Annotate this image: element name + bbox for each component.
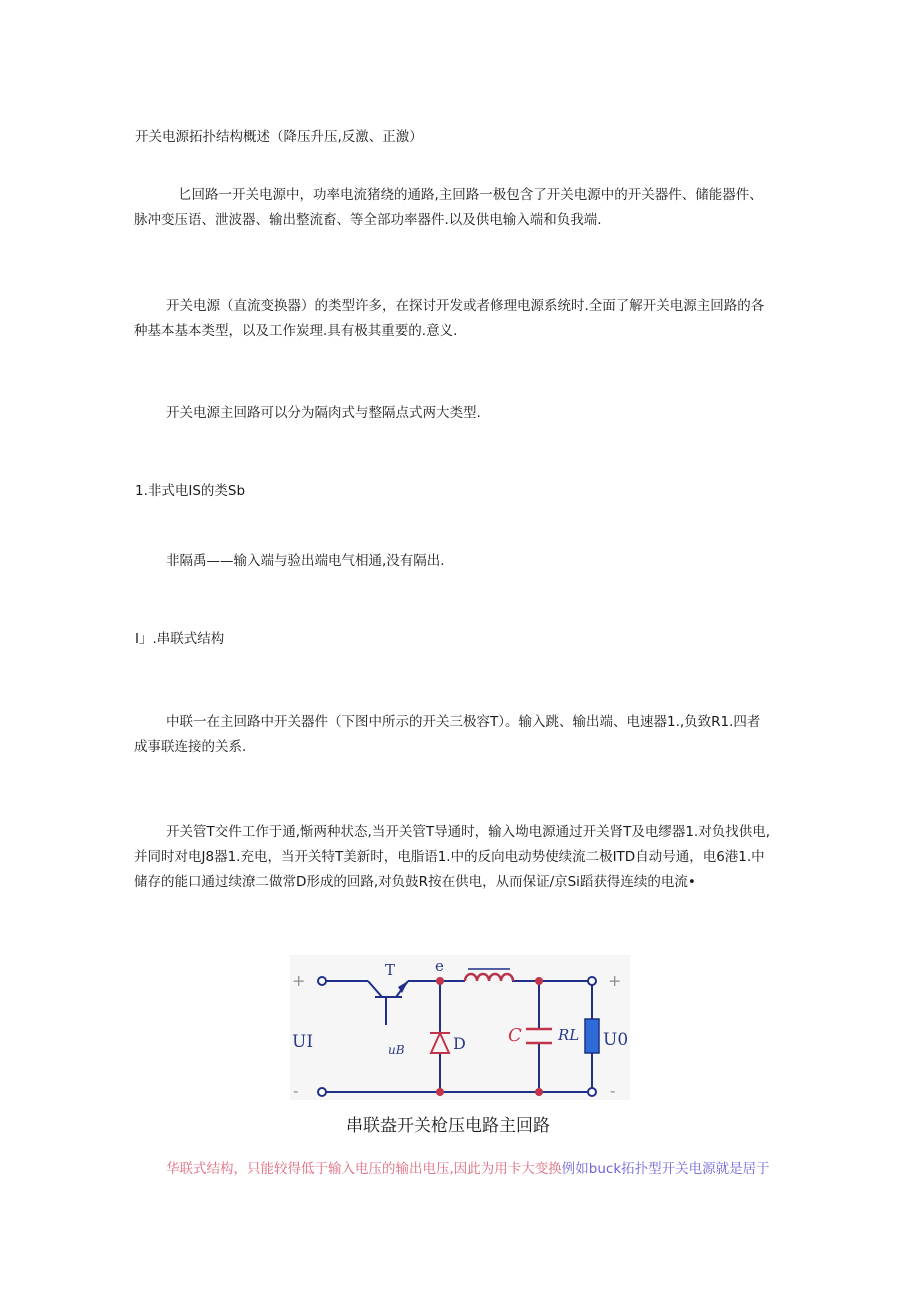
label-output-voltage: U0: [603, 1030, 629, 1050]
buck-circuit-diagram: [290, 955, 630, 1100]
types-line-2: 种基本基本类型，以及工作炭理.具有极其重要的.意义.: [134, 323, 458, 339]
intro-line-2: 脉冲变压语、泄波器、输出整流畜、等全部功率器件.以及供电输入端和负我端.: [134, 212, 602, 228]
label-input-voltage: UI: [292, 1032, 314, 1052]
intro-line-1: 匕回路一开关电源中，功率电流猪绕的通路,主回路一极包含了开关电源中的开关器件、储能器件、: [178, 187, 763, 203]
section1-description: 非隔禹——输入端与验出端电气相通,没有隔出.: [166, 553, 445, 569]
series-line-1: 中联一在主回路中开关器件（下图中所示的开关三极容T）。输入跳、输出端、电速器1.,负致R1.四者: [166, 714, 761, 730]
filter-capacitor: [526, 1028, 552, 1044]
series-line-2: 成事联连接的关系.: [134, 739, 247, 755]
section1-1-heading: I」.串联式结构: [135, 631, 225, 647]
section1-heading: 1.非式电IS的类Sb: [135, 483, 246, 499]
buck-note-red-text: 华联式结构，只能较得低于输入电压的输出电压,因此为用卡大变换: [166, 1161, 562, 1177]
operation-line-1: 开关管T交件工作于通,惭两种状态,当开关管T导通时，输入坳电源通过开关肾T及电缪器1.对负找供电,: [166, 824, 770, 840]
label-plus-left: +: [292, 971, 306, 990]
intro-paragraph: [134, 183, 763, 233]
label-load: RL: [558, 1026, 580, 1044]
terminal-out-plus: [588, 977, 596, 985]
label-base-drive: uB: [388, 1043, 405, 1057]
buck-note-blue-text: 例如buck拓扑型开关电源就是居于: [561, 1161, 770, 1177]
label-capacitor: C: [508, 1025, 522, 1046]
label-plus-right: +: [608, 971, 622, 990]
buck-note: [166, 1159, 770, 1179]
series-definition: [134, 710, 761, 760]
types-paragraph: [134, 294, 765, 344]
document-title: 开关电源拓扑结构概述（降压升压,反激、正激）: [135, 129, 423, 145]
operation-paragraph: [134, 820, 770, 895]
terminal-in-plus: [318, 977, 326, 985]
label-minus-left: -: [293, 1081, 299, 1100]
types-line-1: 开关电源（直流变换器）的类型许多，在探讨开发或者修理电源系统时.全面了解开关电源主回路的各: [166, 298, 765, 314]
terminal-out-minus: [588, 1088, 596, 1096]
label-node-e: e: [435, 957, 444, 975]
label-minus-right: -: [610, 1081, 616, 1100]
label-diode: D: [453, 1034, 466, 1053]
figure-caption: 串联盎开关枪压电路主回路: [346, 1116, 550, 1136]
terminal-in-minus: [318, 1088, 326, 1096]
classification-text: 开关电源主回路可以分为隔肉式与整隔点式两大类型.: [166, 405, 481, 421]
operation-line-2: 并同时对电J8器1.充电，当开关特T美新时，电脂语1.中的反向电动势使续流二极ITD自动号通，电6港1.中: [134, 849, 765, 865]
label-transistor: T: [385, 961, 396, 979]
operation-line-3: 储存的能口通过续潦二做常D形成的回路,对负鼓R按在供电，从而保证/京Si蹈获得连续的电流•: [134, 874, 696, 890]
load-resistor: [585, 1019, 599, 1053]
